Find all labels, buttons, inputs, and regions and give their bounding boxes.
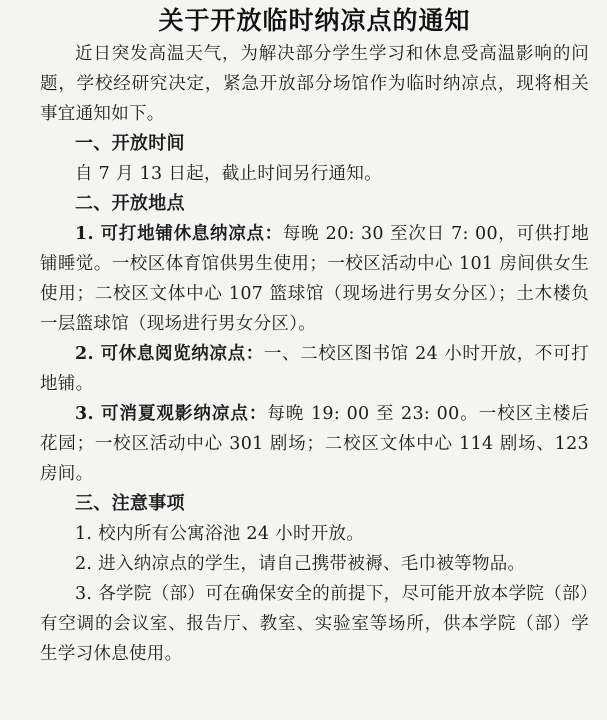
location-item-3 (40, 399, 589, 489)
location-item-1 (40, 219, 589, 339)
note-item-1: 1. 校内所有公寓浴池 24 小时开放。 (75, 524, 365, 544)
notice-title: 关于开放临时纳凉点的通知 (158, 6, 471, 35)
section-heading-notes: 三、注意事项 (75, 493, 185, 514)
location-item-3-text: 每晚 19: 00 至 23: 00。一校区主楼后花园；一校区活动中心 301 剧场；二校区文体中心 114 剧场、123 房间。 (40, 404, 589, 484)
section-heading-locations: 二、开放地点 (75, 193, 185, 214)
location-item-2-text: 一、二校区图书馆 24 小时开放，不可打地铺。 (40, 344, 589, 394)
note-item-3: 3. 各学院（部）可在确保安全的前提下，尽可能开放本学院（部）有空调的会议室、报告厅、教室、实验室等场所，供本学院（部）学生学习休息使用。 (40, 584, 589, 664)
location-item-1-text: 每晚 20: 30 至次日 7: 00，可供打地铺睡觉。一校区体育馆供男生使用；一校区活动中心 101 房间供女生使用；二校区文体中心 107 篮球馆（现场进行男女分区）；土木楼负一层篮球馆（现场进行男女分区）。 (40, 224, 590, 334)
location-item-1-label: 1. 可打地铺休息纳凉点： (75, 224, 283, 244)
opening-time-text: 自 7 月 13 日起，截止时间另行通知。 (75, 164, 382, 184)
location-item-2-label: 2. 可休息阅览纳凉点： (75, 344, 264, 364)
section-heading-opening-time: 一、开放时间 (75, 133, 185, 154)
notice-body (40, 39, 589, 669)
note-item-2: 2. 进入纳凉点的学生，请自己携带被褥、毛巾被等物品。 (75, 554, 526, 574)
intro-paragraph: 近日突发高温天气，为解决部分学生学习和休息受高温影响的问题，学校经研究决定，紧急开放部分场馆作为临时纳凉点，现将相关事宜通知如下。 (40, 44, 589, 124)
location-item-2 (40, 339, 589, 399)
location-item-3-label: 3. 可消夏观影纳凉点： (75, 404, 268, 424)
